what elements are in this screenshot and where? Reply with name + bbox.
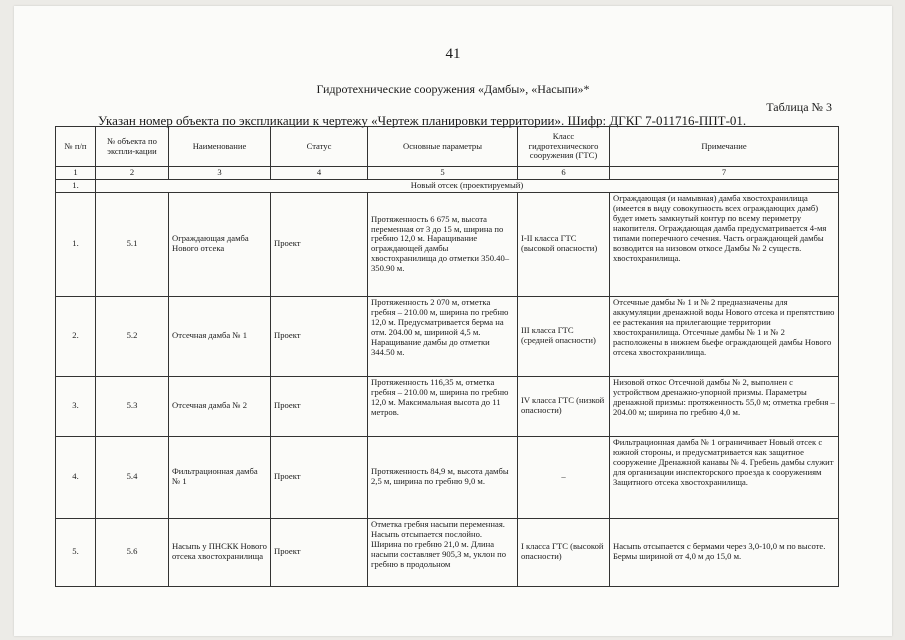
cell-note: Низовой откос Отсечной дамбы № 2, выполнен с устройством дренажно-упорной призмы. Параметры дренажной призмы: протяженность 55,0 м; отметка гребня – 204.00 м; ширина по гребню 4,0 м. [610,376,839,436]
header-class: Класс гидротехнического сооружения (ГТС) [518,127,610,167]
section-number: 1. [56,179,96,192]
header-object-number: № объекта по экспли-кации [96,127,169,167]
column-number: 3 [169,167,271,180]
cell-npp: 3. [56,376,96,436]
section-label: Новый отсек (проектируемый) [96,179,839,192]
cell-name: Фильтрационная дамба № 1 [169,436,271,518]
cell-status: Проект [271,192,368,296]
column-number: 2 [96,167,169,180]
column-numbers-row [56,167,839,180]
cell-object-number: 5.4 [96,436,169,518]
cell-status: Проект [271,436,368,518]
cell-name: Насыпь у ПНСКК Нового отсека хвостохранилища [169,518,271,586]
cell-parameters: Протяженность 116,35 м, отметка гребня – 210.00 м, ширина по гребню 12,0 м. Максимальная высота до 11 метров. [368,376,518,436]
document-title: Гидротехнические сооружения «Дамбы», «Насыпи»* [316,82,590,96]
document-subtitle: Указан номер объекта по экспликации к чертежу «Чертеж планировки территории». Шифр: ДГКГ 7-011716-ППТ-01. [98,113,747,128]
cell-npp: 1. [56,192,96,296]
header-note: Примечание [610,127,839,167]
table-row [56,376,839,436]
cell-npp: 5. [56,518,96,586]
cell-name: Отсечная дамба № 1 [169,296,271,376]
column-number: 6 [518,167,610,180]
cell-class: IV класса ГТС (низкой опасности) [518,376,610,436]
header-name: Наименование [169,127,271,167]
cell-parameters: Протяженность 2 070 м, отметка гребня – 210.00 м, ширина по гребню 12,0 м. Предусматривается берма на отм. 204.00 м, шириной 4,5 м. Наращивание дамбы до отметки 344.50 м. [368,296,518,376]
cell-status: Проект [271,376,368,436]
table-header-row [56,127,839,167]
cell-parameters: Протяженность 6 675 м, высота переменная от 3 до 15 м, ширина по гребню 12,0 м. Наращивание ограждающей дамбы хвостохранилища до отметки 350.40–350.90 м. [368,192,518,296]
header-npp: № п/п [56,127,96,167]
cell-object-number: 5.6 [96,518,169,586]
table-row [56,436,839,518]
column-number: 5 [368,167,518,180]
cell-parameters: Протяженность 84,9 м, высота дамбы 2,5 м, ширина по гребню 9,0 м. [368,436,518,518]
table-row [56,296,839,376]
cell-object-number: 5.2 [96,296,169,376]
table-row [56,518,839,586]
cell-class: III класса ГТС (средней опасности) [518,296,610,376]
cell-class: I класса ГТС (высокой опасности) [518,518,610,586]
cell-name: Ограждающая дамба Нового отсека [169,192,271,296]
header-parameters: Основные параметры [368,127,518,167]
cell-parameters: Отметка гребня насыпи переменная. Насыпь отсыпается послойно. Ширина по гребню 21,0 м. Длина насыпи составляет 905,3 м, уклон по гребню в продольном [368,518,518,586]
page-number: 41 [445,46,461,62]
cell-class: I-II класса ГТС (высокой опасности) [518,192,610,296]
cell-note: Отсечные дамбы № 1 и № 2 предназначены для аккумуляции дренажной воды Нового отсека и препятствию ее растекания на прилегающие территории хвостохранилища. Отсечные дамбы № 1 и № 2 расположены в нижнем бьефе ограждающей дамбы Нового отсека хвостохранилища. [610,296,839,376]
section-row [56,179,839,192]
header-status: Статус [271,127,368,167]
column-number: 1 [56,167,96,180]
cell-npp: 2. [56,296,96,376]
cell-note: Ограждающая (и намывная) дамба хвостохранилища (имеется в виду совокупность всех ограждающих дамб) будет иметь замкнутый контур по всему периметру накопителя. Ограждающая дамба предусматривается 4-мя типами поперечного сечения. Часть ограждающей дамбы возводится на низовом откосе Дамбы № 2 существ. хвостохранилища. [610,192,839,296]
column-number: 4 [271,167,368,180]
cell-npp: 4. [56,436,96,518]
column-number: 7 [610,167,839,180]
document-page [14,6,892,636]
cell-class: – [518,436,610,518]
dams-table [55,126,839,587]
table-label: Таблица № 3 [766,100,832,114]
cell-status: Проект [271,518,368,586]
cell-note: Фильтрационная дамба № 1 ограничивает Новый отсек с южной стороны, и предусматривается как защитное сооружение Дренажной канавы № 4. Гребень дамбы служит для организации инспекторского проезда к сооружениям Защитного отсека хвостохранилища. [610,436,839,518]
cell-note: Насыпь отсыпается с бермами через 3,0-10,0 м по высоте. Бермы шириной от 4,0 м до 15,0 м. [610,518,839,586]
cell-object-number: 5.1 [96,192,169,296]
cell-name: Отсечная дамба № 2 [169,376,271,436]
cell-status: Проект [271,296,368,376]
table-row [56,192,839,296]
cell-object-number: 5.3 [96,376,169,436]
